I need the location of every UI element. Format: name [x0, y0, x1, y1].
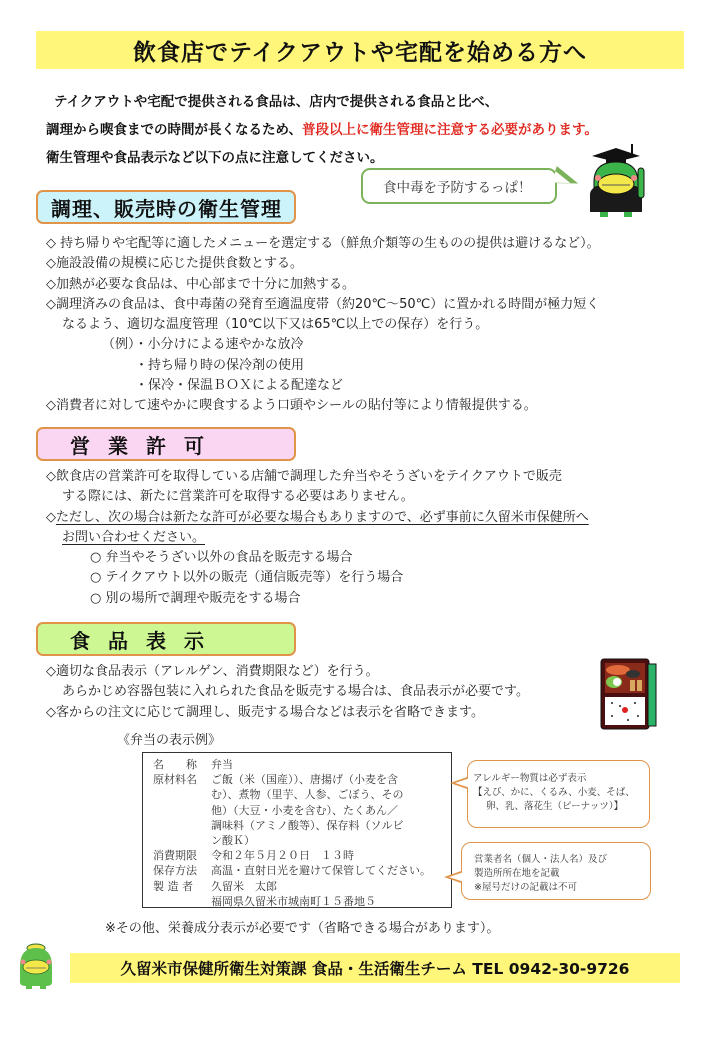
label-example-caption: 《弁当の表示例》 [117, 733, 222, 748]
hygiene-example: ・保冷・保温ＢＯＸによる配達など [135, 378, 344, 394]
label-value-line: ご飯（米（国産））、唐揚げ（小麦を含 [211, 773, 398, 787]
section-heading-permit-text: 営業許可 [70, 433, 222, 458]
callout-allergen [467, 760, 650, 828]
hygiene-example: ・持ち帰り時の保冷剤の使用 [135, 357, 305, 373]
callout-maker-tail-inner [449, 872, 464, 882]
label-value-line: 調味料（アミノ酸等）、保存料（ソルビ [211, 818, 404, 832]
label-row-storage [153, 863, 445, 878]
label-value [211, 772, 445, 848]
labeling-item-continued: あらかじめ容器包装に入れられた食品を販売する場合は、食品表示が必要です。 [62, 684, 529, 700]
page-title [36, 31, 684, 69]
label-row-ingredients [153, 772, 445, 848]
bento-box-icon [600, 658, 658, 730]
label-value-line: 令和２年５月２０日 １３時 [211, 849, 354, 863]
labeling-item: ◇適切な食品表示（アレルゲン、消費期限など）を行う。 [46, 664, 379, 679]
label-key: 消費期限 [153, 849, 197, 863]
label-value-line: 高温・直射日光を避けて保管してください。 [211, 864, 431, 878]
label-key: 原材料名 [153, 773, 197, 787]
diamond-bullet: ◇ [46, 509, 56, 525]
permit-notice-text-2: お問い合わせください。 [62, 529, 206, 545]
callout-line: アレルギー物質は必ず表示 [473, 773, 587, 784]
permit-item: ◇飲食店の営業許可を取得している店舗で調理した弁当やそうざいをテイクアウトで販売 [46, 469, 562, 484]
permit-notice-text: ただし、次の場合は新たな許可が必要な場合もありますので、必ず事前に久留米市保健所へ [56, 509, 589, 525]
permit-case: ○ テイクアウト以外の販売（通信販売等）を行う場合 [90, 570, 404, 586]
nutrition-note: ※その他、栄養成分表示が必要です（省略できる場合があります）。 [105, 921, 500, 936]
hygiene-item: ◇加熱が必要な食品は、中心部まで十分に加熱する。 [46, 276, 355, 292]
label-row-manufacturer [153, 879, 445, 909]
footer-contact-text: 久留米市保健所衛生対策課 食品・生活衛生チーム TEL 0942-30-9726 [120, 960, 630, 978]
label-row-name [153, 757, 445, 772]
label-value-line: 弁当 [211, 758, 233, 771]
section-heading-hygiene [36, 190, 296, 224]
permit-case: ○ 別の場所で調理や販売をする場合 [90, 590, 301, 606]
intro-line-3: 衛生管理や食品表示など以下の点に注意してください。 [46, 150, 384, 166]
permit-item-continued: する際には、新たに営業許可を取得する必要はありません。 [62, 489, 414, 505]
label-value [211, 879, 445, 909]
hygiene-item-continued: なるよう、適切な温度管理（10℃以下又は65℃以上での保存）を行う。 [62, 317, 489, 333]
label-value [211, 757, 445, 772]
callout-line: 営業者名（個人・法人名）及び [474, 854, 608, 865]
labeling-list [46, 662, 666, 723]
label-value [211, 848, 445, 863]
callout-line: ※屋号だけの記載は不可 [474, 882, 577, 893]
footer-contact [70, 953, 680, 983]
callout-line: 製造所所在地を記載 [474, 868, 560, 879]
hygiene-item: ◇調理済みの食品は、食中毒菌の発育至適温度帯（約20℃～50℃）に置かれる時間が極力短く [46, 296, 600, 312]
speech-text: 食中毒を予防するっぱ！ [383, 180, 532, 196]
label-key: 名 称 [153, 758, 197, 771]
kappa-mascot-icon [16, 942, 56, 990]
labeling-item: ◇客からの注文に応じて調理し、販売する場合などは表示を省略できます。 [46, 704, 484, 720]
label-key: 保存方法 [153, 864, 197, 878]
food-label-example [142, 752, 452, 908]
label-value-line: 福岡県久留米市城南町１５番地５ [211, 894, 376, 908]
section-heading-labeling [36, 622, 296, 656]
label-value [211, 863, 445, 878]
section-heading-permit [36, 427, 296, 461]
mascot-speech-bubble [361, 168, 557, 204]
hygiene-item: ◇ 持ち帰りや宅配等に適したメニューを選定する（鮮魚介類等の生ものの提供は避けるなど）。 [46, 236, 600, 251]
hygiene-item: ◇施設設備の規模に応じた提供食数とする。 [46, 256, 303, 272]
intro-warning-highlight: 普段以上に衛生管理に注意する必要があります。 [301, 122, 598, 138]
callout-allergen-tail-inner [455, 778, 470, 788]
page-title-text: 飲食店でテイクアウトや宅配を始める方へ [133, 39, 587, 66]
kappa-mascot-graduate-icon [584, 142, 648, 218]
permit-case: ○ 弁当やそうざい以外の食品を販売する場合 [90, 550, 353, 566]
label-row-expiry [153, 848, 445, 863]
callout-line: 【えび、かに、くるみ、小麦、そば、 [473, 787, 635, 798]
permit-item-notice [46, 508, 666, 528]
label-value-line: 久留米 太郎 [211, 879, 277, 893]
label-key: 製 造 者 [153, 879, 193, 893]
intro-line-1: テイクアウトや宅配で提供される食品は、店内で提供される食品と比べ、 [54, 94, 499, 110]
intro-line-2 [46, 116, 686, 144]
callout-line: 卵、乳、落花生（ピーナッツ）】 [486, 801, 624, 812]
hygiene-list [46, 234, 666, 417]
callout-maker [461, 842, 651, 900]
section-heading-labeling-text: 食品表示 [70, 628, 222, 653]
section-heading-hygiene-text: 調理、販売時の衛生管理 [51, 196, 282, 221]
hygiene-example: （例）・小分けによる速やかな放冷 [102, 337, 304, 353]
intro-line-2-plain: 調理から喫食までの時間が長くなるため、 [46, 122, 302, 138]
label-value-line: ン酸Ｋ） [211, 834, 255, 848]
label-value-line: む）、煮物（里芋、人参、ごぼう、その [211, 788, 404, 802]
label-value-line: 他）（大豆・小麦を含む）、たくあん／ [211, 803, 398, 817]
permit-notice-continued [46, 528, 666, 548]
hygiene-item: ◇消費者に対して速やかに喫食するよう口頭やシールの貼付等により情報提供する。 [46, 398, 537, 414]
permit-list [46, 467, 666, 609]
